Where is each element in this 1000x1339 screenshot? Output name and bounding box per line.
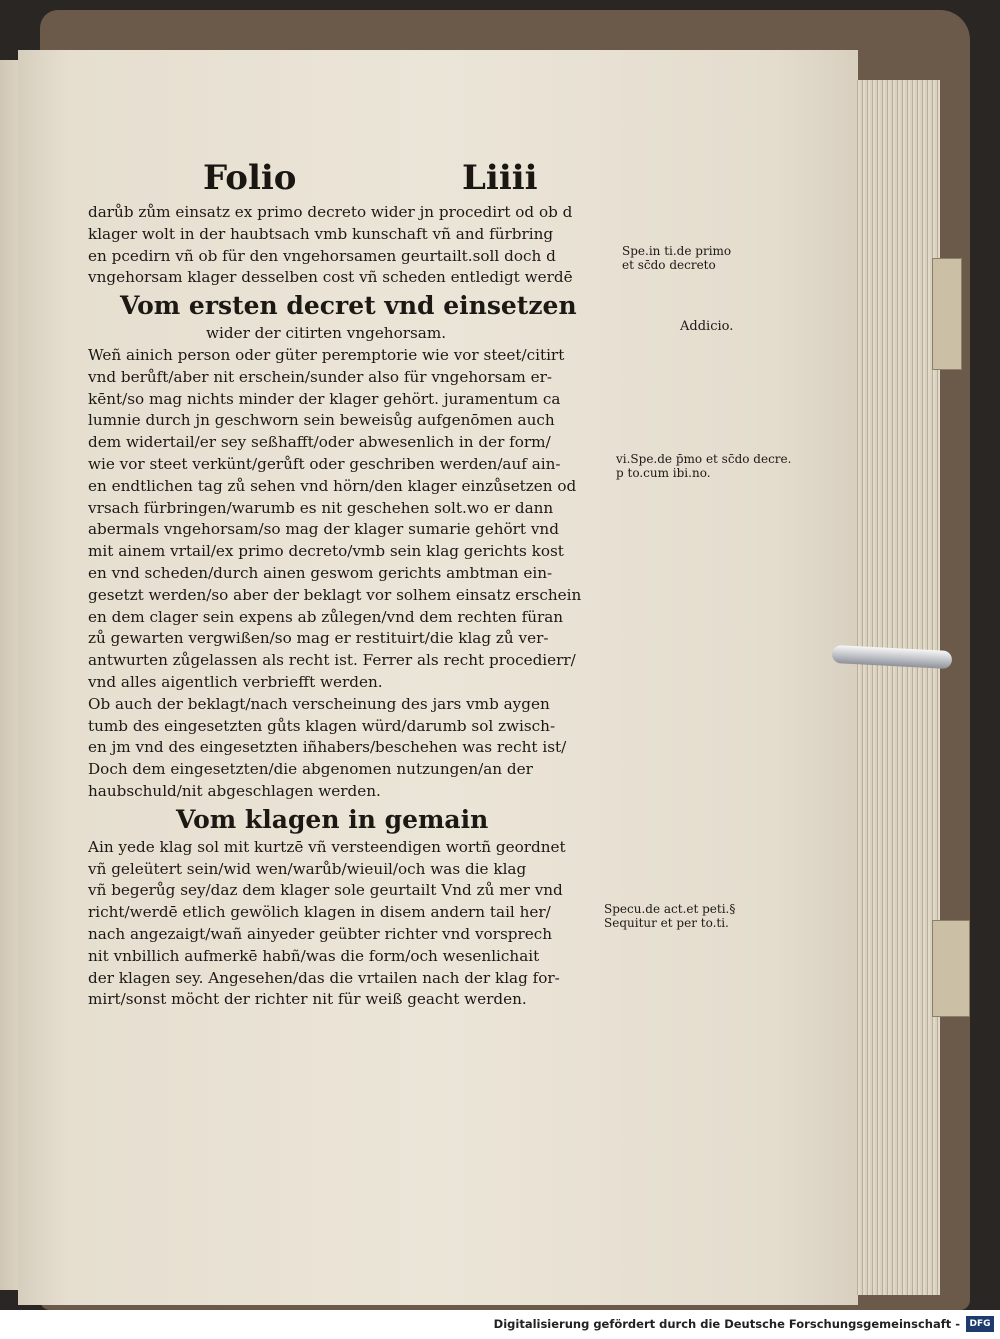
text-line: klager wolt in der haubtsach vmb kunschaft vñ and fürbring xyxy=(88,224,554,243)
text-line: gesetzt werden/so aber der beklagt vor solhem einsatz erschein xyxy=(88,585,582,604)
text-line: en endtlichen tag zů sehen vnd hörn/den klager einzůsetzen od xyxy=(88,476,577,495)
margin-note xyxy=(604,902,735,930)
text-line: tumb des eingesetzten gůts klagen würd/darumb sol zwisch- xyxy=(88,716,556,735)
text-line: en pcedirn vñ ob für den vngehorsamen geurtailt.soll doch d xyxy=(88,246,556,265)
text-line: vñ geleütert sein/wid wen/warůb/wieuil/och was die klag xyxy=(88,859,527,878)
running-head-right: Liiii xyxy=(462,158,538,198)
text-line: en vnd scheden/durch ainen geswom gerichts ambtman ein- xyxy=(88,563,553,582)
text-line: mit ainem vrtail/ex primo decreto/vmb sein klag gerichts kost xyxy=(88,542,564,561)
text-line: vngehorsam klager desselben cost vñ scheden entledigt werdē xyxy=(88,268,573,287)
text-line: nach angezaigt/wañ ainyeder geübter richter vnd vorsprech xyxy=(88,924,552,943)
text-line: lumnie durch jn geschworn sein beweisůg aufgenōmen auch xyxy=(88,411,555,430)
digitization-footer xyxy=(0,1310,1000,1339)
section-subheading: wider der citirten vngehorsam. xyxy=(206,324,447,343)
text-line: Doch dem eingesetzten/die abgenomen nutzungen/an der xyxy=(88,760,533,779)
section-heading: Vom ersten decret vnd einsetzen xyxy=(120,291,577,321)
text-line: richt/werdē etlich gewölich klagen in disem andern tail her/ xyxy=(88,903,551,922)
margin-note xyxy=(680,320,733,334)
text-line: der klagen sey. Angesehen/das die vrtailen nach der klag for- xyxy=(88,968,560,987)
margin-note-line: Addicio. xyxy=(680,319,734,334)
margin-note-line: et sc̄do decreto xyxy=(622,258,716,272)
text-line: vrsach fürbringen/warumb es nit geschehen solt.wo er dann xyxy=(88,498,554,517)
margin-note xyxy=(622,244,731,272)
text-line: Ob auch der beklagt/nach verscheinung des jars vmb aygen xyxy=(88,694,550,713)
text-line: en jm vnd des eingesetzten iñhabers/beschehen was recht ist/ xyxy=(88,738,567,757)
margin-note xyxy=(616,452,791,480)
text-line: abermals vngehorsam/so mag der klager sumarie gehört vnd xyxy=(88,520,559,539)
page-stack-edge xyxy=(855,80,940,1295)
margin-note-line: Specu.de act.et peti.§ xyxy=(604,902,736,916)
text-line: vnd berůft/aber nit erschein/sunder also für vngehorsam er- xyxy=(88,367,553,386)
text-line: zů gewarten vergwißen/so mag er restituirt/die klag zů ver- xyxy=(88,629,549,648)
text-line: haubschuld/nit abgeschlagen werden. xyxy=(88,781,381,800)
margin-note-line: vi.Spe.de p̄mo et sc̄do decre. xyxy=(616,452,792,466)
section-heading: Vom klagen in gemain xyxy=(176,804,489,834)
text-line: Ain yede klag sol mit kurtzē vñ versteendigen wortñ geordnet xyxy=(88,837,566,856)
text-line: dem widertail/er sey seßhafft/oder abwesenlich in der form/ xyxy=(88,433,551,452)
text-line: kēnt/so mag nichts minder der klager gehört. juramentum ca xyxy=(88,389,561,408)
text-line: Weñ ainich person oder güter peremptorie wie vor steet/citirt xyxy=(88,345,565,364)
text-line: en dem clager sein expens ab zůlegen/vnd dem rechten füran xyxy=(88,607,564,626)
margin-note-line: Spe.in ti.de primo xyxy=(622,244,732,258)
text-line: vñ begerůg sey/daz dem klager sole geurtailt Vnd zů mer vnd xyxy=(88,881,563,900)
page-tab xyxy=(932,258,962,370)
running-head-left: Folio xyxy=(203,158,297,198)
text-line: nit vnbillich aufmerkē habñ/was die form/och wesenlichait xyxy=(88,946,540,965)
text-line: darůb zům einsatz ex primo decreto wider jn procedirt od ob d xyxy=(88,203,573,221)
text-line: antwurten zůgelassen als recht ist. Ferrer als recht procedierr/ xyxy=(88,651,576,670)
margin-note-line: p to.cum ibi.no. xyxy=(616,466,711,480)
text-line: wie vor steet verkünt/gerůft oder geschriben werden/auf ain- xyxy=(88,454,561,473)
text-line: vnd alles aigentlich verbriefft werden. xyxy=(88,672,383,691)
dfg-logo: DFG xyxy=(966,1316,994,1332)
page-tab xyxy=(932,920,970,1017)
main-text-column xyxy=(88,202,608,1011)
text-line: mirt/sonst möcht der richter nit für weiß geacht werden. xyxy=(88,990,527,1009)
funding-credit: Digitalisierung gefördert durch die Deutsche Forschungsgemeinschaft - xyxy=(493,1317,960,1331)
margin-note-line: Sequitur et per to.ti. xyxy=(604,916,729,930)
